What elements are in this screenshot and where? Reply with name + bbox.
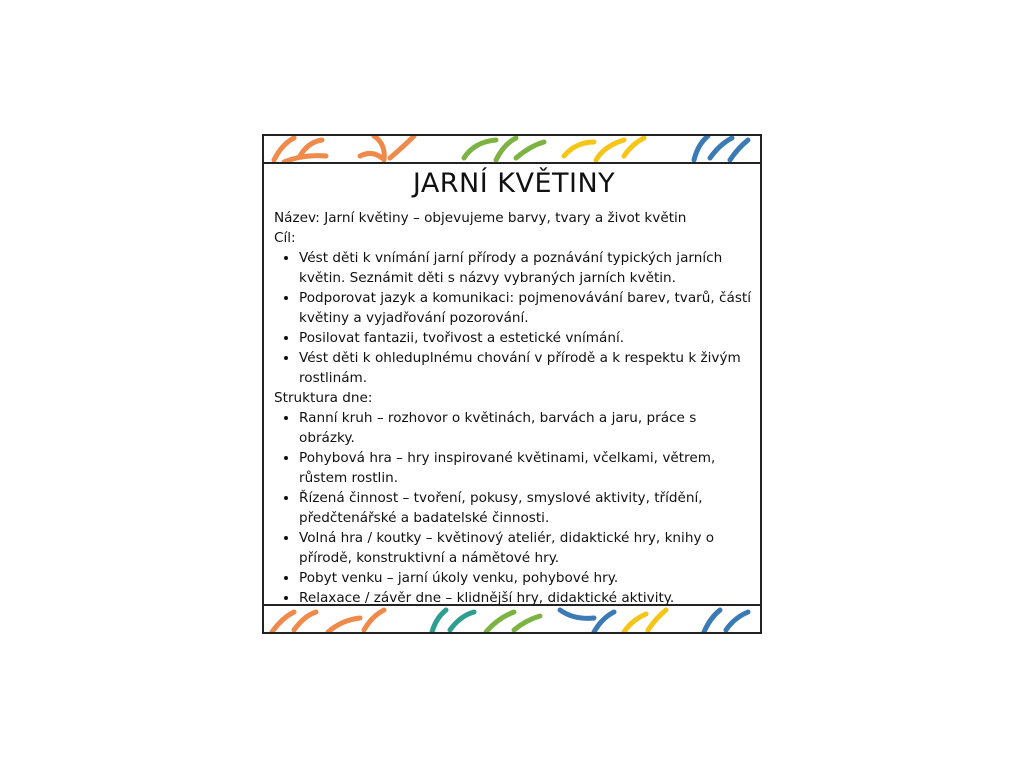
document-body [274, 166, 754, 608]
list-item: • Řízená činnost – tvoření, pokusy, smyslové aktivity, třídění, předčtenářské a badatelské činnosti. [299, 488, 754, 528]
flower-border-bottom [264, 604, 760, 632]
page-title: JARNÍ KVĚTINY [412, 168, 616, 199]
name-line: Název: Jarní květiny – objevujeme barvy, tvary a život květin [274, 210, 687, 226]
flower-doodle-icon [264, 136, 760, 162]
list-item: • Posilovat fantazii, tvořivost a estetické vnímání. [299, 328, 754, 348]
list-item: • Pobyt venku – jarní úkoly venku, pohybové hry. [299, 568, 754, 588]
document-card [262, 134, 762, 634]
goal-heading: Cíl: [274, 230, 296, 246]
goal-list [274, 248, 754, 388]
list-item: • Vést děti k ohleduplnému chování v přírodě a k respektu k živým rostlinám. [299, 348, 754, 388]
list-item: • Pohybová hra – hry inspirované květinami, včelkami, větrem, růstem rostlin. [299, 448, 754, 488]
flower-border-top [264, 136, 760, 164]
flower-doodle-icon [264, 606, 760, 632]
structure-list [274, 408, 754, 608]
list-item: • Volná hra / koutky – květinový ateliér, didaktické hry, knihy o přírodě, konstruktivní a námětové hry. [299, 528, 754, 568]
list-item: • Ranní kruh – rozhovor o květinách, barvách a jaru, práce s obrázky. [299, 408, 754, 448]
list-item: • Podporovat jazyk a komunikaci: pojmenovávání barev, tvarů, částí květiny a vyjadřování pozorování. [299, 288, 754, 328]
structure-heading: Struktura dne: [274, 390, 373, 406]
list-item: • Vést děti k vnímání jarní přírody a poznávání typických jarních květin. Seznámit děti s názvy vybraných jarních květin. [299, 248, 754, 288]
list-item: • Relaxace / závěr dne – klidnější hry, didaktické aktivity. [299, 588, 754, 608]
